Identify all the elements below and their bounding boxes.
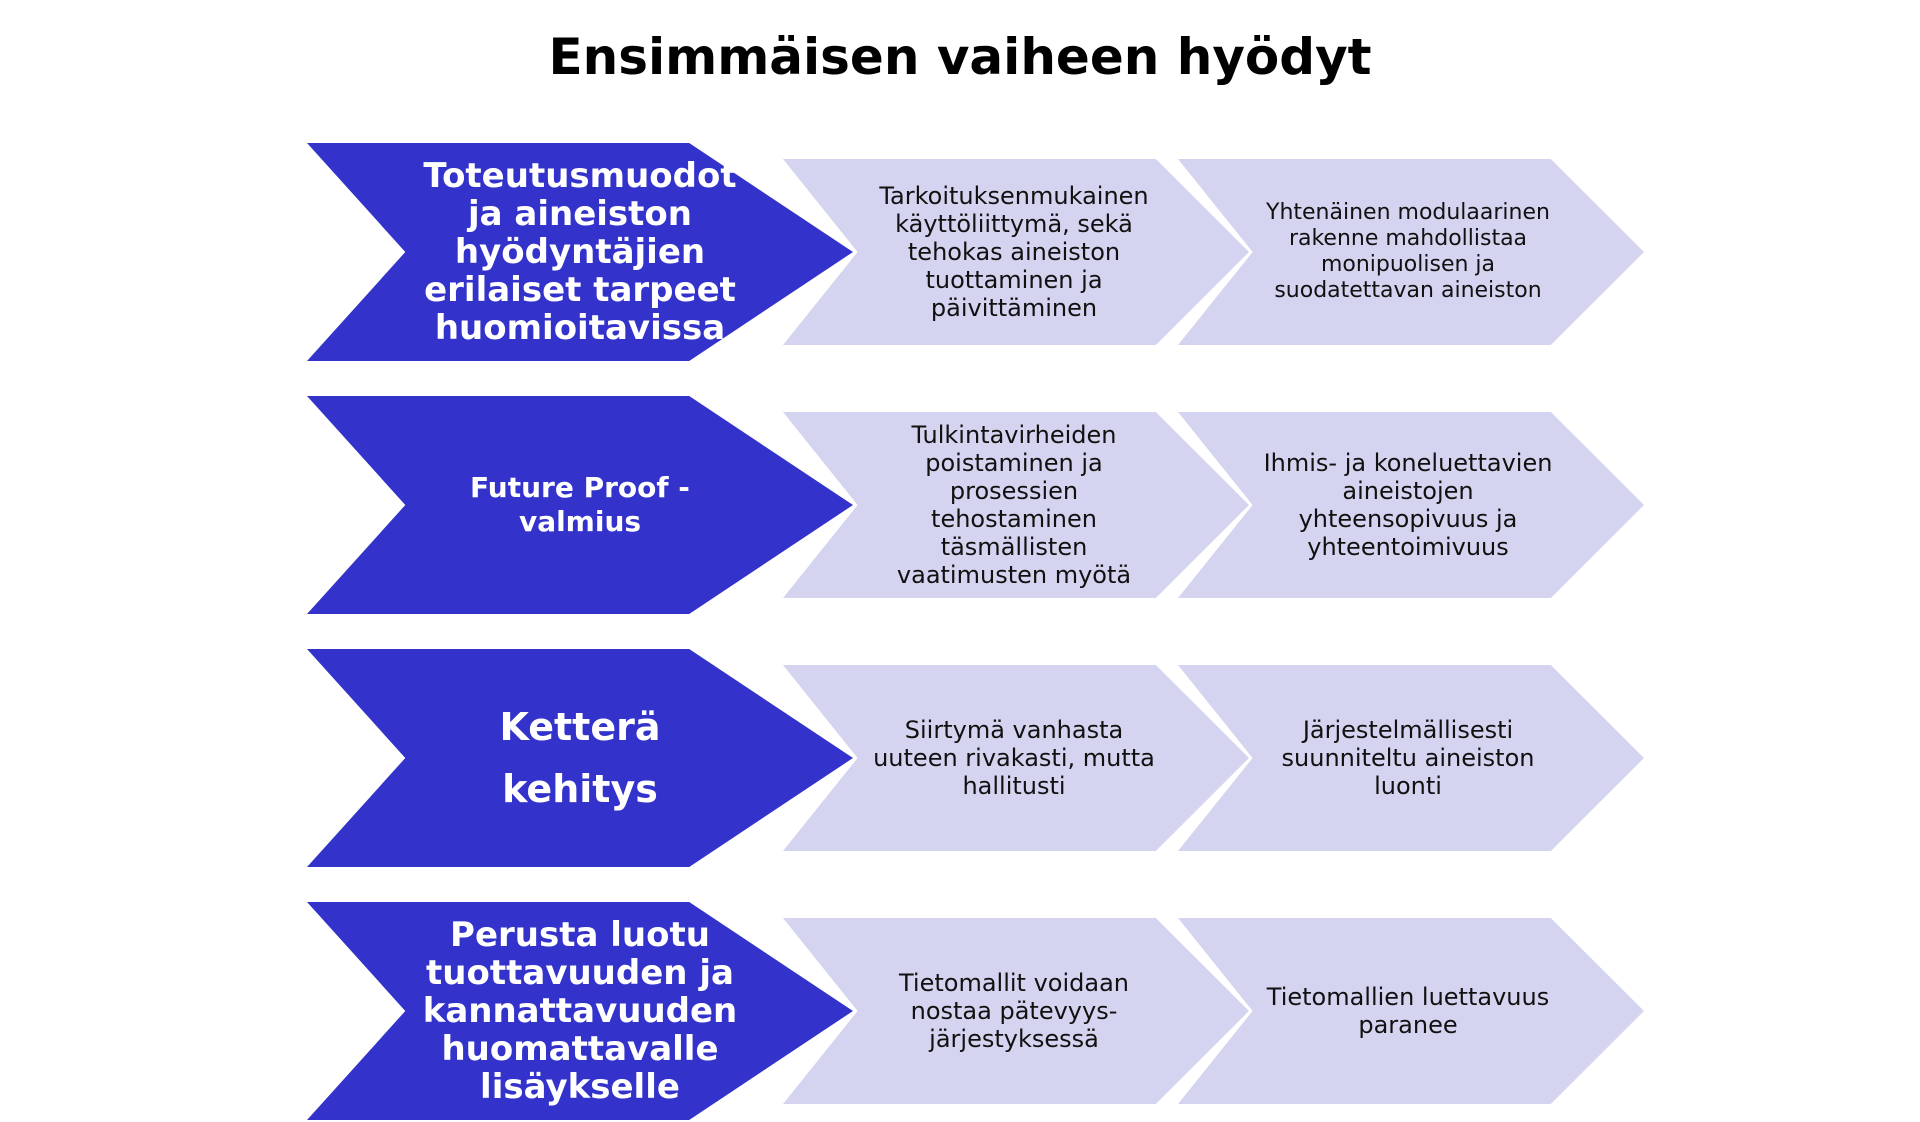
benefit-label: Järjestelmällisesti suunniteltu aineiston luonti bbox=[1281, 716, 1535, 800]
benefit-row-4 bbox=[0, 902, 1920, 1122]
main-chevron-label: Toteutusmuodot ja aineiston hyödyntäjien erilaiset tarpeet huomioitavissa bbox=[423, 156, 737, 348]
benefit-label: Tietomallit voidaan nostaa pätevyys-järjestyksessä bbox=[899, 969, 1129, 1053]
main-chevron-label: Perusta luotu tuottavuuden ja kannattavuuden huomattavalle lisäykselle bbox=[422, 915, 738, 1107]
benefit-label: Tulkintavirheiden poistaminen ja prosessien tehostaminen täsmällisten vaatimusten myötä bbox=[896, 421, 1132, 589]
benefit-label: Yhtenäinen modulaarinen rakenne mahdollistaa monipuolisen ja suodatettavan aineiston bbox=[1266, 200, 1550, 303]
benefit-row-2 bbox=[0, 396, 1920, 616]
benefit-row-1 bbox=[0, 143, 1920, 363]
main-chevron-label: Future Proof -valmius bbox=[470, 471, 690, 538]
benefit-label: Tietomallien luettavuus paranee bbox=[1266, 983, 1550, 1039]
benefit-label: Tarkoituksenmukainen käyttöliittymä, sekä tehokas aineiston tuottaminen ja päivittäminen bbox=[879, 182, 1149, 322]
main-chevron-label: Ketterä kehitys bbox=[499, 705, 661, 811]
benefit-label: Siirtymä vanhasta uuteen rivakasti, mutta hallitusti bbox=[873, 716, 1155, 800]
benefit-row-3 bbox=[0, 649, 1920, 869]
page-title: Ensimmäisen vaiheen hyödyt bbox=[548, 28, 1372, 86]
benefit-label: Ihmis- ja koneluettavien aineistojen yhteensopivuus ja yhteentoimivuus bbox=[1263, 449, 1553, 561]
